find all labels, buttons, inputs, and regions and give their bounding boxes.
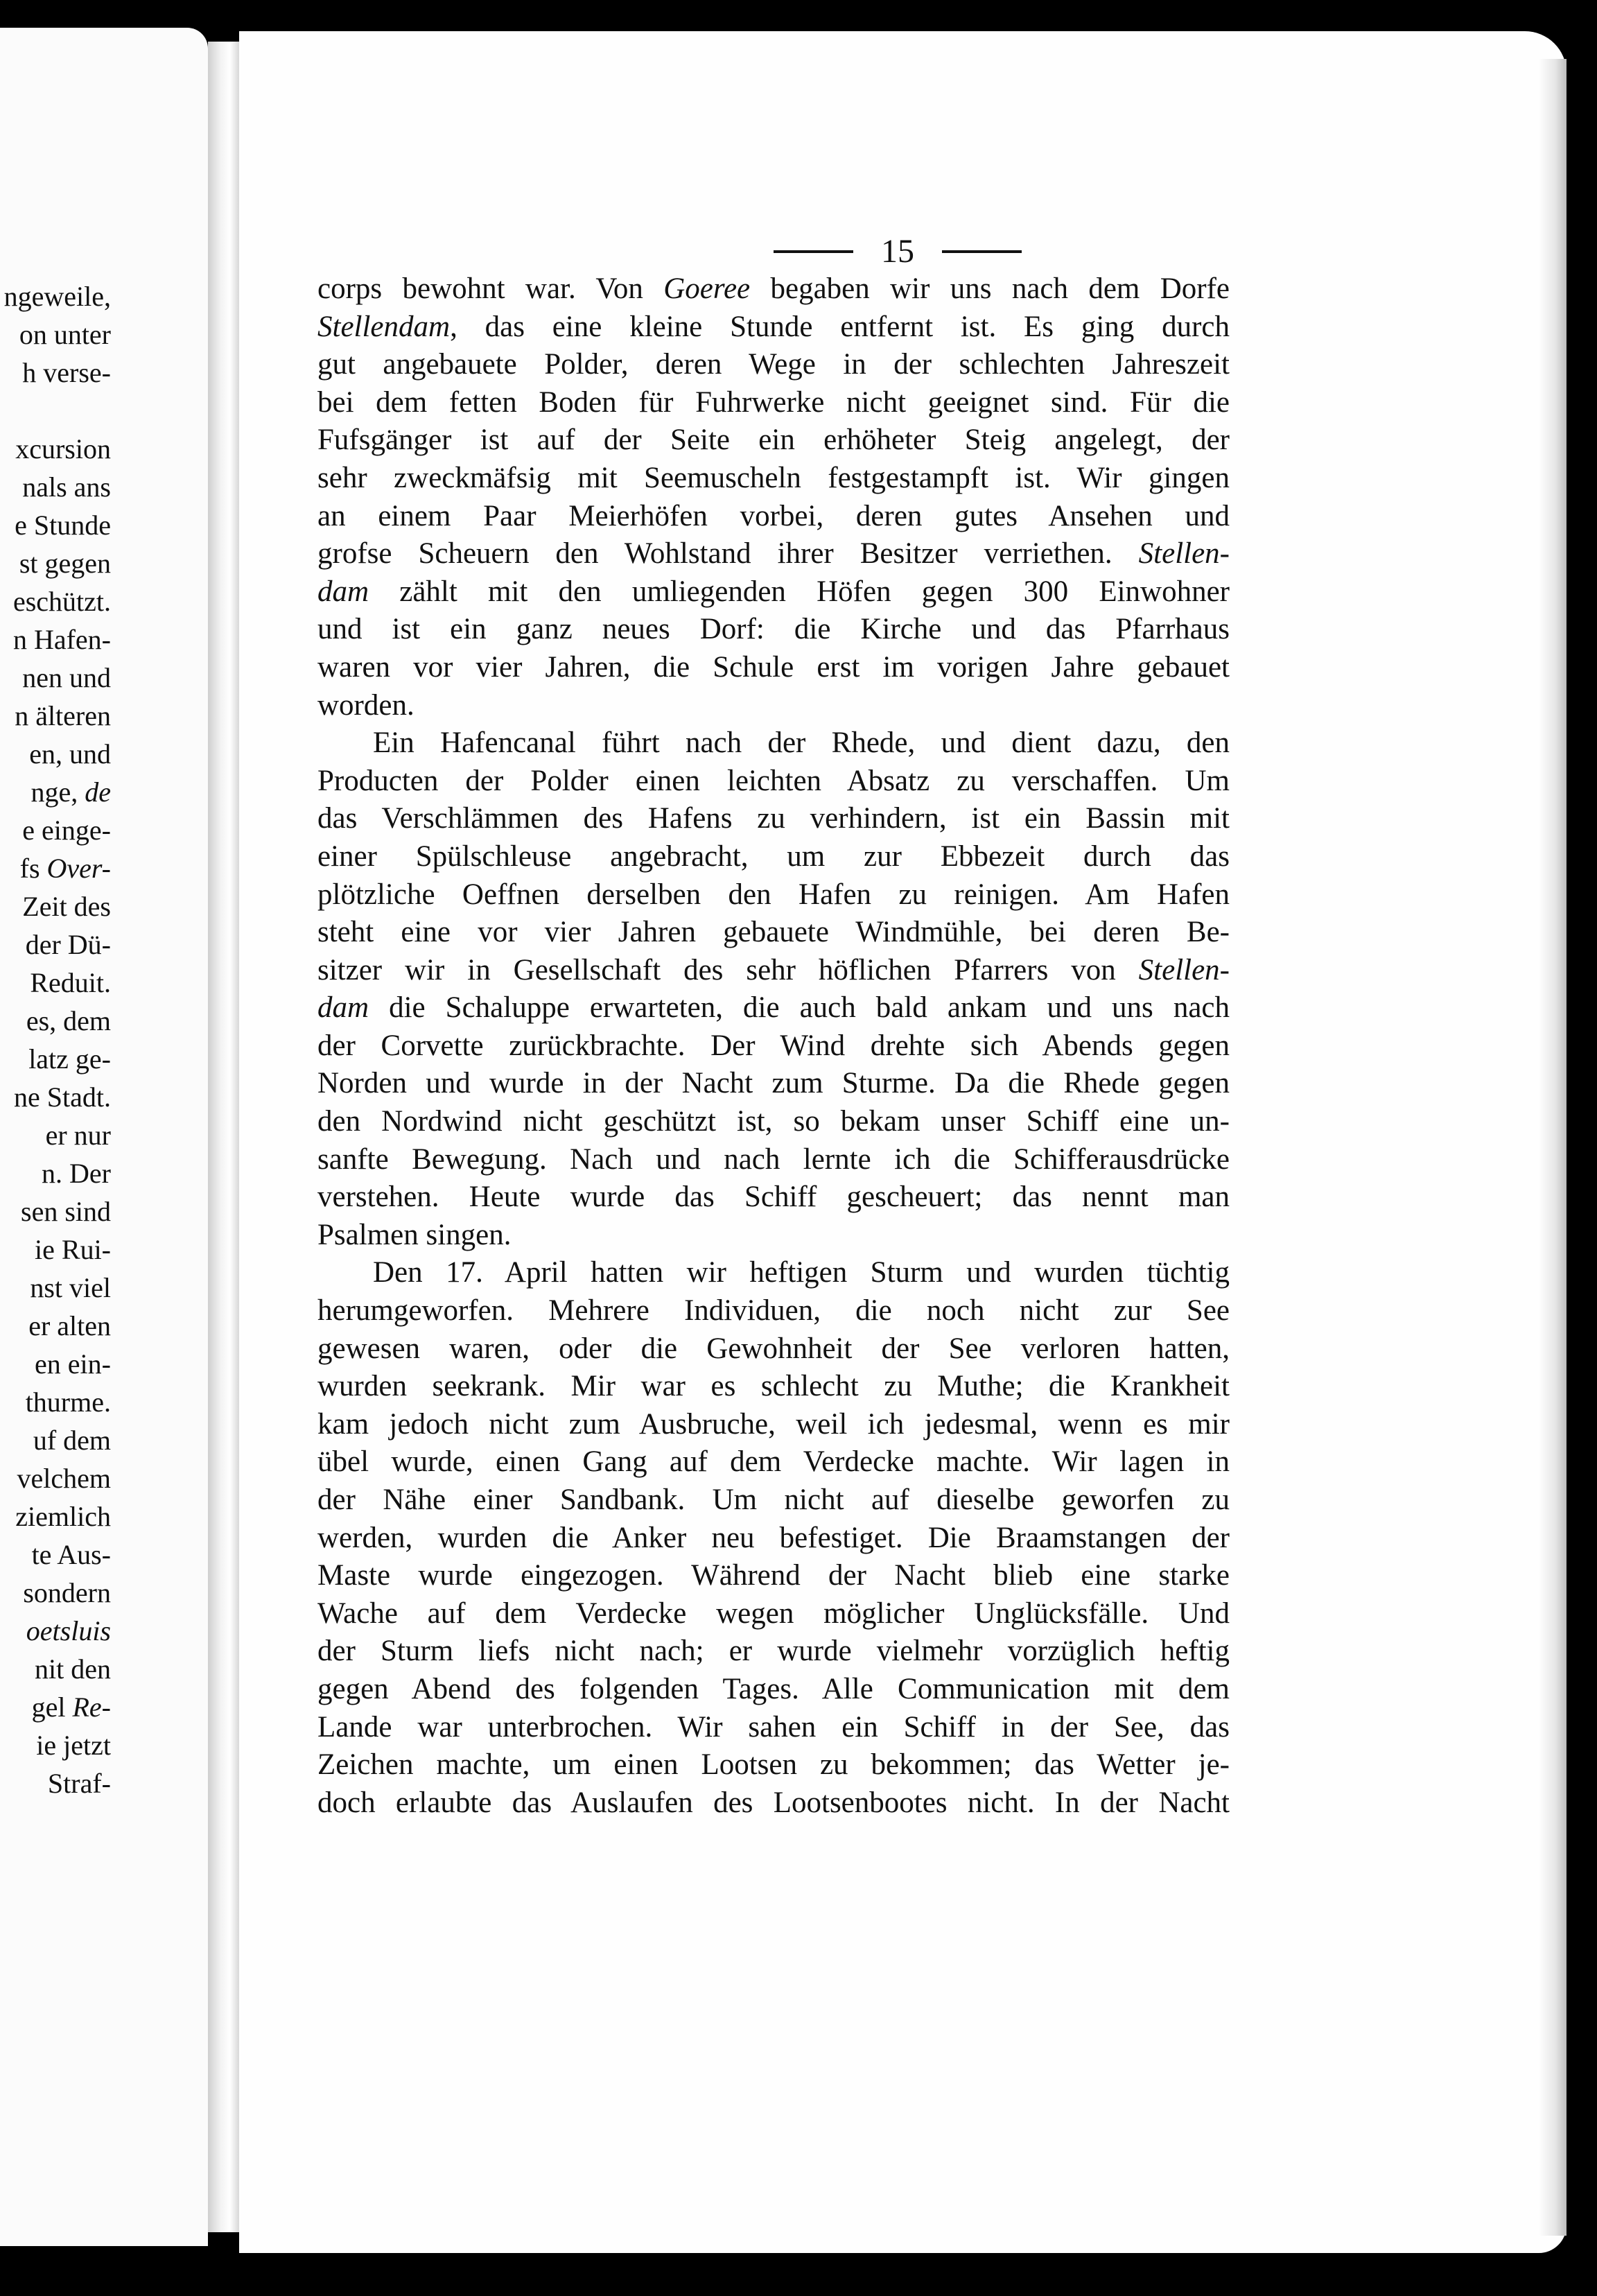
previous-page-line: eschützt.	[12, 586, 111, 617]
text-line: plötzliche Oeffnen derselben den Hafen zu reinigen. Am Hafen	[317, 878, 1230, 911]
text-line: Norden und wurde in der Nacht zum Sturme. Da die Rhede gegen	[317, 1067, 1230, 1100]
previous-page-line: nit den	[35, 1653, 111, 1685]
text-line: gut angebauete Polder, deren Wege in der schlechten Jahreszeit	[317, 348, 1230, 381]
text-line: dam zählt mit den umliegenden Höfen gegen 300 Einwohner	[317, 575, 1230, 608]
previous-page-line	[0, 392, 111, 430]
previous-page-line: n. Der	[42, 1158, 111, 1189]
previous-page-line: e Stunde	[15, 510, 111, 541]
previous-page-line: ne Stadt.	[14, 1081, 111, 1113]
text-line: der Nähe einer Sandbank. Um nicht auf dieselbe geworfen zu	[317, 1484, 1230, 1516]
text-line: corps bewohnt war. Von Goeree begaben wir uns nach dem Dorfe	[317, 272, 1230, 305]
header-rule-left	[774, 250, 853, 253]
previous-page-line: te Aus-	[31, 1539, 111, 1570]
text-line: bei dem fetten Boden für Fuhrwerke nicht geeignet sind. Für die	[317, 385, 1230, 419]
previous-page-line: Straf-	[47, 1768, 111, 1799]
page-number: 15	[881, 233, 914, 270]
previous-page-line: h verse-	[22, 357, 111, 388]
previous-page-line: st gegen	[19, 548, 111, 579]
previous-page-line: er nur	[45, 1120, 111, 1151]
previous-page-line: gel Re-	[31, 1691, 111, 1723]
previous-page-line: en ein-	[35, 1348, 111, 1380]
text-line: und ist ein ganz neues Dorf: die Kirche und das Pfarrhaus	[317, 613, 1230, 646]
text-line: Den 17. April hatten wir heftigen Sturm und wurden tüchtig	[373, 1256, 1230, 1289]
previous-page-line: thurme.	[25, 1386, 111, 1418]
text-line: worden.	[317, 688, 414, 722]
text-line: Lande war unterbrochen. Wir sahen ein Schiff in der See, das	[317, 1710, 1230, 1743]
previous-page-line: ngeweile,	[3, 281, 111, 312]
text-line: Producten der Polder einen leichten Absatz zu verschaffen. Um	[317, 764, 1230, 797]
body-text	[317, 270, 1230, 1822]
page-edge	[1539, 59, 1567, 2236]
text-line: grofse Scheuern den Wohlstand ihrer Besitzer verriethen. Stellen-	[317, 537, 1230, 571]
text-line: der Corvette zurückbrachte. Der Wind drehte sich Abends gegen	[317, 1029, 1230, 1062]
previous-page-line: ziemlich	[15, 1501, 111, 1532]
current-page	[239, 31, 1567, 2253]
previous-page-line: on unter	[19, 319, 111, 350]
text-line: steht eine vor vier Jahren gebauete Windmühle, bei deren Be-	[317, 916, 1230, 949]
previous-page-line: nals ans	[22, 471, 111, 503]
previous-page-line: xcursion	[15, 433, 111, 464]
text-line: Stellendam, das eine kleine Stunde entfernt ist. Es ging durch	[317, 310, 1230, 343]
previous-page-line: fs Over-	[19, 853, 111, 884]
text-line: an einem Paar Meierhöfen vorbei, deren gutes Ansehen und	[317, 499, 1230, 532]
text-line: waren vor vier Jahren, die Schule erst im vorigen Jahre gebauet	[317, 650, 1230, 684]
previous-page-line: Zeit des	[22, 891, 111, 922]
text-line: übel wurde, einen Gang auf dem Verdecke machte. Wir lagen in	[317, 1445, 1230, 1479]
previous-page-line: Reduit.	[30, 967, 111, 998]
text-line: wurden seekrank. Mir war es schlecht zu Muthe; die Krankheit	[317, 1370, 1230, 1403]
header-rule-right	[942, 250, 1022, 253]
page-header	[648, 232, 1147, 270]
text-line: den Nordwind nicht geschützt ist, so bekam unser Schiff eine un-	[317, 1105, 1230, 1138]
previous-page-line: ie Rui-	[35, 1234, 111, 1265]
text-line: einer Spülschleuse angebracht, um zur Ebbezeit durch das	[317, 840, 1230, 873]
previous-page-line: ie jetzt	[36, 1730, 111, 1761]
text-line: werden, wurden die Anker neu befestiget. Die Braamstangen der	[317, 1521, 1230, 1554]
previous-page-line: oetsluis	[26, 1615, 111, 1646]
text-line: das Verschlämmen des Hafens zu verhindern, ist ein Bassin mit	[317, 802, 1230, 835]
previous-page-line: nen und	[22, 662, 111, 693]
text-line: gewesen waren, oder die Gewohnheit der See verloren hatten,	[317, 1332, 1230, 1365]
text-line: sehr zweckmäfsig mit Seemuscheln festgestampft ist. Wir gingen	[317, 461, 1230, 494]
previous-page-line: n älteren	[15, 700, 111, 731]
previous-page-line: uf dem	[33, 1425, 111, 1456]
previous-page-line: nge, de	[30, 776, 111, 808]
text-line: dam die Schaluppe erwarteten, die auch bald ankam und uns nach	[317, 991, 1230, 1025]
text-line: sitzer wir in Gesellschaft des sehr höflichen Pfarrers von Stellen-	[317, 953, 1230, 986]
previous-page	[0, 28, 208, 2246]
text-line: gegen Abend des folgenden Tages. Alle Communication mit dem	[317, 1672, 1230, 1705]
previous-page-line: nst viel	[30, 1272, 111, 1303]
previous-page-line: er alten	[28, 1310, 111, 1341]
text-line: Zeichen machte, um einen Lootsen zu bekommen; das Wetter je-	[317, 1748, 1230, 1782]
text-line: sanfte Bewegung. Nach und nach lernte ich die Schifferausdrücke	[317, 1142, 1230, 1176]
text-line: Ein Hafencanal führt nach der Rhede, und dient dazu, den	[373, 727, 1230, 760]
previous-page-text	[0, 277, 111, 1802]
text-line: Maste wurde eingezogen. Während der Nacht blieb eine starke	[317, 1559, 1230, 1592]
previous-page-line: es, dem	[26, 1005, 111, 1036]
previous-page-line: n Hafen-	[12, 624, 111, 655]
text-line: kam jedoch nicht zum Ausbruche, weil ich jedesmal, wenn es mir	[317, 1407, 1230, 1441]
text-line: verstehen. Heute wurde das Schiff gescheuert; das nennt man	[317, 1181, 1230, 1214]
previous-page-line: velchem	[17, 1463, 111, 1494]
text-line: herumgeworfen. Mehrere Individuen, die noch nicht zur See	[317, 1294, 1230, 1328]
previous-page-line: sondern	[23, 1577, 111, 1608]
text-line: Wache auf dem Verdecke wegen möglicher Unglücksfälle. Und	[317, 1597, 1230, 1630]
previous-page-line: e einge-	[22, 815, 111, 846]
previous-page-line: latz ge-	[28, 1043, 111, 1075]
text-line: Psalmen singen.	[317, 1218, 512, 1251]
previous-page-line: en, und	[29, 738, 111, 769]
text-line: Fufsgänger ist auf der Seite ein erhöheter Steig angelegt, der	[317, 424, 1230, 457]
book-gutter	[208, 42, 239, 2232]
text-line: doch erlaubte das Auslaufen des Lootsenbootes nicht. In der Nacht	[317, 1786, 1230, 1819]
previous-page-line: der Dü-	[25, 929, 111, 960]
text-line: der Sturm liefs nicht nach; er wurde vielmehr vorzüglich heftig	[317, 1635, 1230, 1668]
previous-page-line: sen sind	[21, 1196, 111, 1227]
